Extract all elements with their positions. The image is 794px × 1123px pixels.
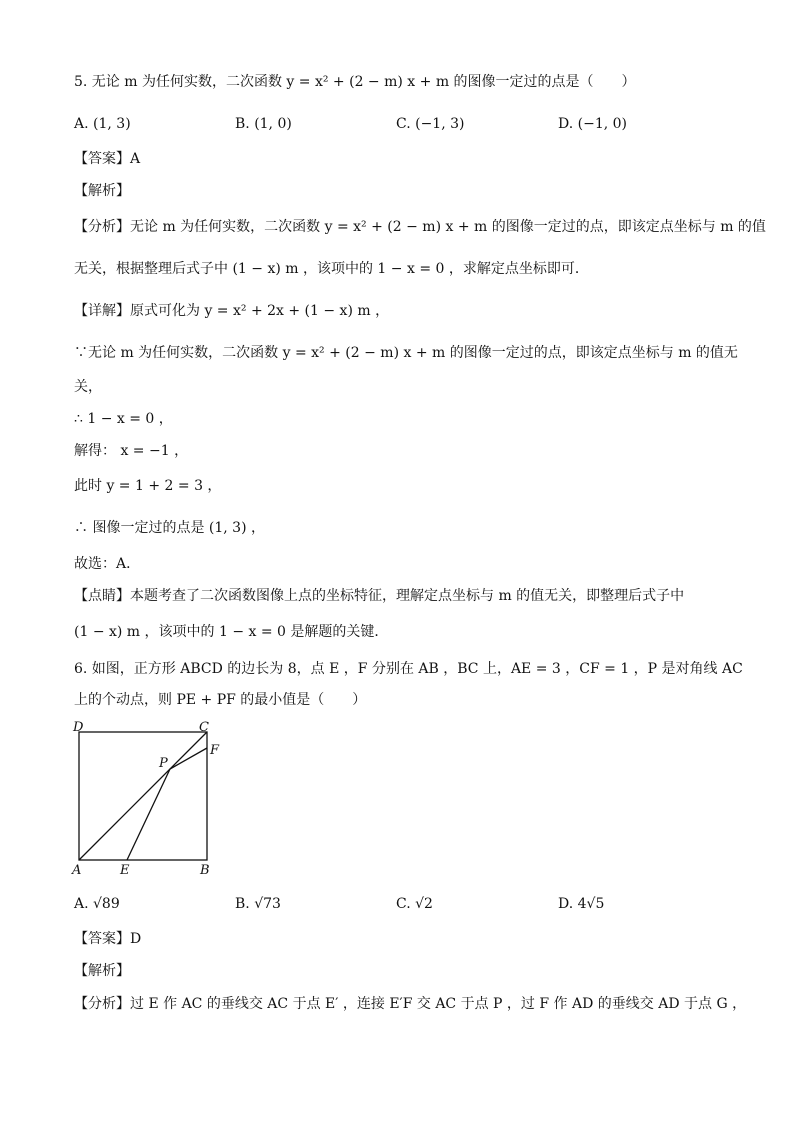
q5-answer: 【答案】A — [74, 151, 141, 167]
q5-detail-line-7: ∴ 图像一定过的点是 (1, 3) ， — [74, 520, 265, 536]
q5-detail-line-2: ∵无论 m 为任何实数，二次函数 y = x² + (2 − m) x + m 的图像一定过的点，即该定点坐标与 m 的值无 — [74, 345, 738, 361]
q6-option-c: C. √2 — [396, 896, 433, 912]
q6-jiexi-heading: 【解析】 — [74, 963, 130, 979]
label-d: D — [73, 720, 84, 735]
q5-analysis-line-2: 无关，根据整理后式子中 (1 − x) m ，该项中的 1 − x = 0 ，求解定点坐标即可． — [74, 261, 589, 277]
diagonal-ac — [79, 732, 207, 860]
q6-option-b: B. √73 — [235, 896, 281, 912]
label-e: E — [120, 863, 130, 878]
q6-option-a: A. √89 — [74, 896, 120, 912]
q5-option-b: B. (1, 0) — [235, 116, 292, 132]
q5-comment-line-1: 【点睛】本题考查了二次函数图像上点的坐标特征，理解定点坐标与 m 的值无关，即整理后式子中 — [74, 588, 685, 604]
q5-analysis-line-1: 【分析】无论 m 为任何实数，二次函数 y = x² + (2 − m) x + m 的图像一定过的点，即该定点坐标与 m 的值 — [74, 219, 766, 235]
q5-detail-line-3: 关， — [74, 379, 102, 395]
label-f: F — [210, 743, 220, 758]
label-p: P — [159, 756, 168, 771]
q5-detail-line-6: 此时 y = 1 + 2 = 3 ， — [74, 478, 222, 494]
q5-detail-line-4: ∴ 1 − x = 0 ， — [74, 411, 173, 427]
q5-detail-line-1: 【详解】原式可化为 y = x² + 2x + (1 − x) m ， — [74, 303, 390, 319]
q5-option-a: A. (1, 3) — [74, 116, 131, 132]
q6-answer: 【答案】D — [74, 931, 142, 947]
segment-pe — [127, 769, 170, 860]
label-c: C — [199, 720, 209, 735]
q6-stem-line-2: 上的个动点，则 PE + PF 的最小值是（ ） — [74, 692, 367, 708]
q6-analysis-line-1: 【分析】过 E 作 AC 的垂线交 AC 于点 E′ ，连接 E′F 交 AC 于点 P ，过 F 作 AD 的垂线交 AD 于点 G ， — [74, 996, 747, 1012]
q5-comment-line-2: (1 − x) m ，该项中的 1 − x = 0 是解题的关键． — [74, 624, 389, 640]
q5-detail-line-5: 解得： x = −1 ， — [74, 443, 189, 459]
q5-detail-line-8: 故选：A． — [74, 556, 141, 572]
q5-jiexi-heading: 【解析】 — [74, 183, 130, 199]
q5-option-d: D. (−1, 0) — [558, 116, 627, 132]
q6-stem-line-1: 6. 如图，正方形 ABCD 的边长为 8，点 E ，F 分别在 AB ，BC 上，AE = 3 ，CF = 1 ，P 是对角线 AC — [74, 661, 743, 677]
label-b: B — [200, 863, 210, 878]
label-a: A — [72, 863, 82, 878]
q5-option-c: C. (−1, 3) — [396, 116, 465, 132]
square-figure — [70, 718, 220, 878]
q5-stem: 5. 无论 m 为任何实数，二次函数 y = x² + (2 − m) x + m 的图像一定过的点是（ ） — [74, 74, 636, 90]
q6-option-d: D. 4√5 — [558, 896, 605, 912]
